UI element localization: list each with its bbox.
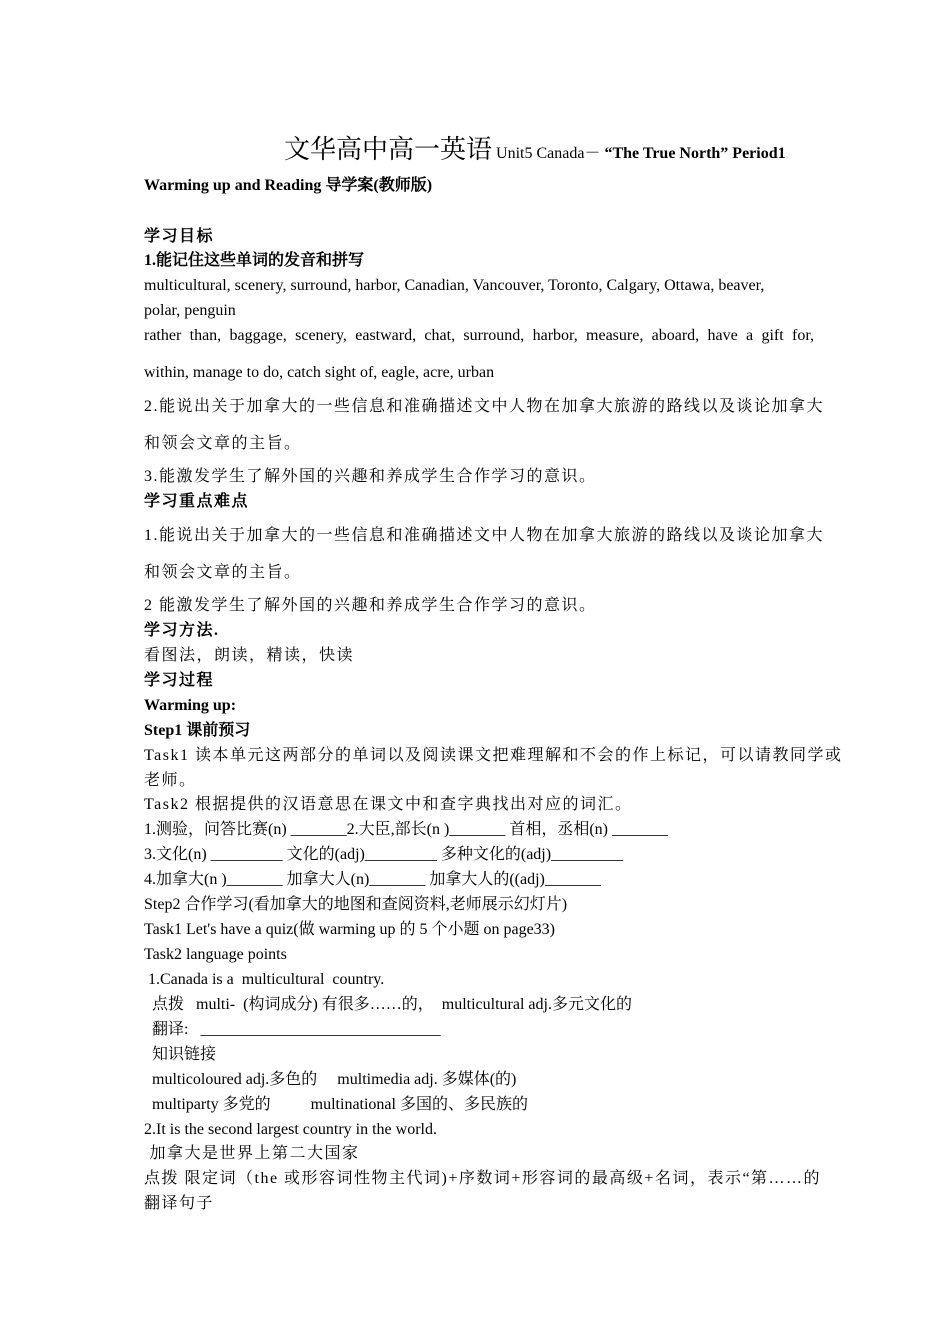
language-point-1-example1: multicoloured adj.多色的 multimedia adj. 多媒体(的): [144, 1071, 517, 1088]
title-quote: “The True North” Period1: [604, 145, 786, 162]
objectives-words-line3: rather than, baggage, scenery, eastward, chat, surround, harbor, measure, aboard, have a gift for,: [144, 327, 814, 344]
title-chinese: 文华高中高一英语: [284, 135, 493, 165]
language-point-1-translate: 翻译: ______________________________: [144, 1021, 441, 1038]
language-point-2-translate: 翻译句子: [144, 1195, 215, 1212]
language-point-1-link: 知识链接: [144, 1046, 217, 1063]
key-points-item2: 2 能激发学生了解外国的兴趣和养成学生合作学习的意识。: [144, 597, 597, 614]
objectives-item3: 3.能激发学生了解外国的兴趣和养成学生合作学习的意识。: [144, 468, 597, 485]
step2-task1: Task1 Let's have a quiz(做 warming up 的 5 个小题 on page33): [144, 921, 556, 938]
objectives-heading: 学习目标: [144, 228, 215, 245]
key-points-heading: 学习重点难点: [144, 493, 250, 510]
language-point-1: 1.Canada is a multicultural country.: [144, 971, 385, 988]
step2-task2: Task2 language points: [144, 946, 287, 963]
methods-heading: 学习方法.: [144, 622, 220, 639]
objectives-item2-line2: 和领会文章的主旨。: [144, 435, 302, 452]
objectives-item2-line1: 2.能说出关于加拿大的一些信息和准确描述文中人物在加拿大旅游的路线以及谈论加拿大: [144, 398, 825, 415]
step1-task1-line1: Task1 读本单元这两部分的单词以及阅读课文把难理解和不会的作上标记，可以请教同学或: [144, 747, 843, 764]
vocab-line3: 3.文化(n) _________ 文化的(adj)_________ 多种文化的(adj)_________: [144, 846, 624, 863]
step1-task2: Task2 根据提供的汉语意思在课文中和查字典找出对应的词汇。: [144, 796, 633, 813]
title-unit: Unit5 Canada－: [496, 145, 601, 162]
step2-heading: Step2 合作学习(看加拿大的地图和查阅资料,老师展示幻灯片): [144, 896, 568, 913]
process-heading: 学习过程: [144, 672, 215, 689]
language-point-2-tip: 点拨 限定词（the 或形容词性物主代词)+序数词+形容词的最高级+名词，表示“第……的: [144, 1170, 822, 1187]
vocab-line1: 1.测验，问答比赛(n) _______2.大臣,部长(n )_______ 首相，丞相(n) _______: [144, 821, 668, 838]
step1-task1-line2: 老师。: [144, 772, 197, 789]
language-point-2: 2.It is the second largest country in the world.: [144, 1121, 437, 1138]
document-subtitle: Warming up and Reading 导学案(教师版): [144, 177, 433, 194]
language-point-1-example2: multiparty 多党的 multinational 多国的、多民族的: [144, 1096, 528, 1113]
objectives-words-line2: polar, penguin: [144, 302, 236, 319]
objectives-words-line1: multicultural, scenery, surround, harbor, Canadian, Vancouver, Toronto, Calgary, Ottawa, beaver,: [144, 277, 765, 294]
document-title: [284, 134, 786, 170]
key-points-item1-line2: 和领会文章的主旨。: [144, 564, 302, 581]
step1-heading: Step1 课前预习: [144, 722, 251, 739]
warming-up-heading: Warming up:: [144, 697, 237, 714]
methods-text: 看图法，朗读，精读，快读: [144, 647, 355, 664]
language-point-1-tip: 点拨 multi- (构词成分) 有很多……的， multicultural adj.多元文化的: [144, 996, 632, 1013]
objectives-item1-heading: 1.能记住这些单词的发音和拼写: [144, 252, 365, 269]
vocab-line4: 4.加拿大(n )_______ 加拿大人(n)_______ 加拿大人的((adj)_______: [144, 871, 601, 888]
key-points-item1-line1: 1.能说出关于加拿大的一些信息和准确描述文中人物在加拿大旅游的路线以及谈论加拿大: [144, 527, 825, 544]
language-point-2-chinese: 加拿大是世界上第二大国家: [144, 1145, 360, 1162]
objectives-words-line4: within, manage to do, catch sight of, eagle, acre, urban: [144, 364, 495, 381]
